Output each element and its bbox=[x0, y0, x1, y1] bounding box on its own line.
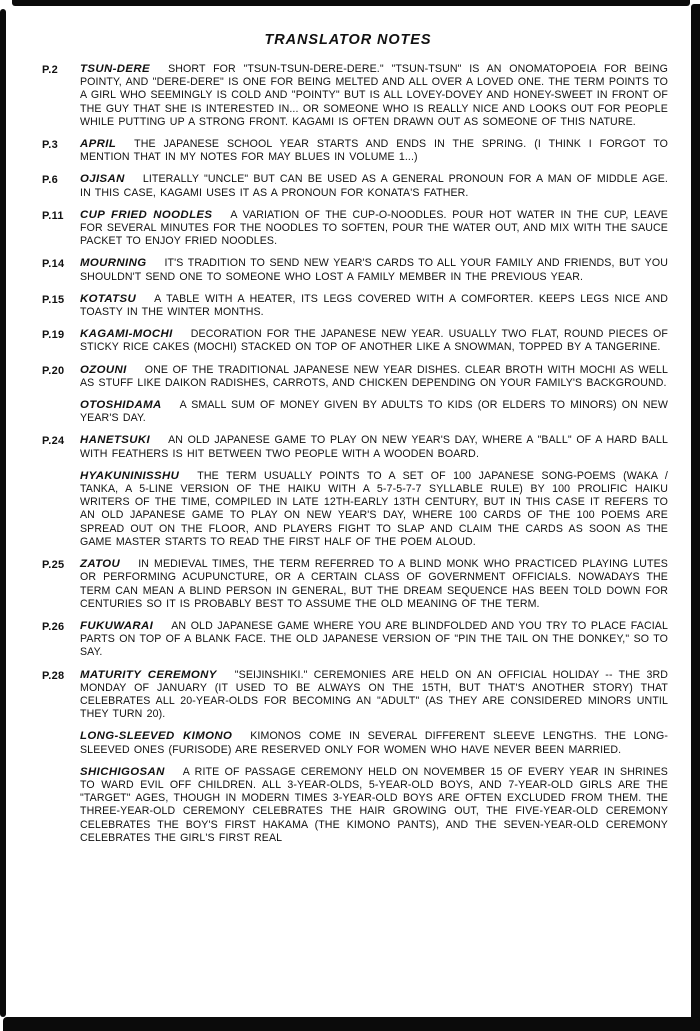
page-ref: P.11 bbox=[42, 209, 64, 222]
scan-edge-top bbox=[12, 0, 690, 6]
note-term: CUP FRIED NOODLES bbox=[80, 208, 213, 221]
note-text-block bbox=[80, 669, 668, 722]
note-body: IT'S TRADITION TO SEND NEW YEAR'S CARDS TO ALL YOUR FAMILY AND FRIENDS, BUT YOU SHOULDN'T SEND ONE TO SOMEONE WHO LOST A FAMILY MEMBER IN THE PREVIOUS YEAR. bbox=[80, 257, 668, 283]
note-entry bbox=[42, 766, 668, 845]
page-ref bbox=[42, 766, 80, 845]
note-entry bbox=[42, 293, 668, 319]
page-ref: P.26 bbox=[42, 620, 65, 633]
note-text-block bbox=[80, 620, 668, 660]
scan-edge-bottom bbox=[3, 1017, 700, 1031]
note-text-block bbox=[80, 766, 668, 845]
page-ref: P.19 bbox=[42, 329, 65, 342]
note-text-block bbox=[80, 257, 668, 283]
note-term: OJISAN bbox=[80, 173, 125, 186]
note-text-block bbox=[80, 399, 668, 425]
note-term: SHICHIGOSAN bbox=[80, 765, 165, 778]
note-entry bbox=[42, 558, 668, 611]
note-term: MOURNING bbox=[80, 257, 147, 270]
note-term: MATURITY CEREMONY bbox=[80, 668, 217, 681]
note-term: OZOUNI bbox=[80, 363, 127, 376]
note-entry bbox=[42, 620, 668, 660]
note-text-block bbox=[80, 730, 668, 756]
page-ref: P.28 bbox=[42, 669, 65, 682]
note-text-block bbox=[80, 63, 668, 129]
page-title: TRANSLATOR NOTES bbox=[264, 32, 432, 48]
page-ref: P.14 bbox=[42, 258, 65, 271]
note-entry bbox=[42, 63, 668, 129]
note-body: A VARIATION OF THE CUP-O-NOODLES. POUR HOT WATER IN THE CUP, LEAVE FOR SEVERAL MINUTES FOR THE NOODLES TO SOFTEN, POUR THE WATER OUT, AND MIX WITH THE SAUCE PACKET TO ENJOY FRIED NOODLES. bbox=[80, 208, 668, 248]
note-text-block bbox=[80, 328, 668, 354]
notes-list bbox=[12, 63, 684, 845]
note-entry bbox=[42, 328, 668, 354]
page-ref: P.15 bbox=[42, 293, 65, 306]
note-entry bbox=[42, 470, 668, 549]
note-body: SHORT FOR "TSUN-TSUN-DERE-DERE." "TSUN-TSUN" IS AN ONOMATOPOEIA FOR BEING POINTY, AND "DERE-DERE" IS ONE FOR BEING MELTED AND ALL OVER A LOVED ONE. THE TERM POINTS TO A GIRL WHO SEEMINGLY IS COLD AND "POINTY" BUT IS ALL LOVEY-DOVEY AND HONEY-SWEET IN FRONT OF THE GUY THAT SHE IS INTERESTED IN... OR SOMEONE WHO IS REALLY NICE AND LOOKS OUT FOR PEOPLE WHILE PUTTING UP A STRONG FRONT. KAGAMI IS OFTEN DRAWN OUT AS SOMEONE OF THIS NATURE. bbox=[80, 63, 668, 128]
page-ref: P.3 bbox=[42, 139, 58, 152]
note-entry bbox=[42, 669, 668, 722]
note-body: AN OLD JAPANESE GAME WHERE YOU ARE BLINDFOLDED AND YOU TRY TO PLACE FACIAL PARTS ON TOP OF A BLANK FACE. THE OLD JAPANESE VERSION OF "PIN THE TAIL ON THE DONKEY," SO TO SAY. bbox=[80, 619, 668, 659]
note-body: A RITE OF PASSAGE CEREMONY HELD ON NOVEMBER 15 OF EVERY YEAR IN SHRINES TO WARD EVIL OFF CHILDREN. ALL 3-YEAR-OLDS, 5-YEAR-OLD BOYS, AND 7-YEAR-OLD GIRLS ARE THE "TARGET" AGES, THOUGH IN MODERN TIMES 3-YEAR-OLD BOYS ARE OFTEN EXCLUDED FROM THEM. THE THREE-YEAR-OLD CEREMONY CELEBRATES THE HAIR GROWING OUT, THE FIVE-YEAR-OLD CEREMONY CELEBRATES THE BOY'S FIRST HAKAMA (THE KIMONO PANTS), AND THE SEVEN-YEAR-OLD CEREMONY CELEBRATES THE GIRL'S FIRST REAL bbox=[80, 765, 668, 844]
note-text-block bbox=[80, 293, 668, 319]
note-text-block bbox=[80, 138, 668, 164]
page-ref: P.2 bbox=[42, 64, 58, 76]
scan-edge-right bbox=[691, 4, 700, 1021]
note-body: A SMALL SUM OF MONEY GIVEN BY ADULTS TO KIDS (OR ELDERS TO MINORS) ON NEW YEAR'S DAY. bbox=[80, 399, 668, 425]
note-body: THE JAPANESE SCHOOL YEAR STARTS AND ENDS IN THE SPRING. (I THINK I FORGOT TO MENTION THAT IN MY NOTES FOR MAY BLUES IN VOLUME 1...) bbox=[80, 138, 668, 164]
note-text-block bbox=[80, 364, 668, 390]
note-body: DECORATION FOR THE JAPANESE NEW YEAR. USUALLY TWO FLAT, ROUND PIECES OF STICKY RICE CAKES (MOCHI) STACKED ON TOP OF ANOTHER LIKE A SNOWMAN, TOPPED BY A TANGERINE. bbox=[80, 328, 668, 354]
note-text-block bbox=[80, 558, 668, 611]
page-ref: P.6 bbox=[42, 174, 58, 187]
note-body: ONE OF THE TRADITIONAL JAPANESE NEW YEAR DISHES. CLEAR BROTH WITH MOCHI AS WELL AS STUFF LIKE DAIKON RADISHES, CARROTS, AND CHICKEN DEPENDING ON YOUR FAMILY'S BACKGROUND. bbox=[80, 363, 668, 389]
note-entry bbox=[42, 209, 668, 249]
page-ref: P.20 bbox=[42, 364, 65, 377]
note-term: HANETSUKI bbox=[80, 434, 151, 447]
note-body: IN MEDIEVAL TIMES, THE TERM REFERRED TO A BLIND MONK WHO PRACTICED PLAYING LUTES OR PERFORMING ACUPUNCTURE, OR A CERTAIN CLASS OF GOVERNMENT OFFICIALS. NOWADAYS THE TERM CAN MEAN A BLIND PERSON IN GENERAL, BUT THE DREAM SEQUENCE HAS BEEN TOLD DOWN FOR CENTURIES SO IT IS PROBABLY BEST TO ASSUME THE OLD MEANING OF THE TERM. bbox=[80, 558, 668, 610]
note-term: KOTATSU bbox=[80, 292, 137, 305]
note-term: FUKUWARAI bbox=[80, 619, 154, 632]
note-entry bbox=[42, 399, 668, 425]
note-entry bbox=[42, 138, 668, 164]
note-body: KIMONOS COME IN SEVERAL DIFFERENT SLEEVE LENGTHS. THE LONG-SLEEVED ONES (FURISODE) ARE RESERVED ONLY FOR WOMEN WHO HAVE NEVER BEEN MARRIED. bbox=[80, 730, 668, 756]
page-ref: P.25 bbox=[42, 559, 65, 572]
note-term: KAGAMI-MOCHI bbox=[80, 328, 173, 341]
note-term: TSUN-DERE bbox=[80, 63, 151, 75]
note-entry bbox=[42, 434, 668, 460]
page-ref bbox=[42, 470, 80, 549]
page-ref: P.24 bbox=[42, 435, 65, 448]
note-body: "SEIJINSHIKI." CEREMONIES ARE HELD ON AN OFFICIAL HOLIDAY -- THE 3RD MONDAY OF JANUARY (IT USED TO BE ALWAYS ON THE 15TH, BUT THAT'S ANOTHER STORY) THAT CELEBRATES ALL 20-YEAR-OLDS FOR BECOMING AN "ADULT" (AS THEY ARE CONSIDERED MINORS UNTIL THEY TURN 20). bbox=[80, 668, 668, 721]
note-text-block bbox=[80, 470, 668, 549]
page-ref bbox=[42, 399, 80, 425]
note-entry bbox=[42, 173, 668, 199]
note-body: AN OLD JAPANESE GAME TO PLAY ON NEW YEAR'S DAY, WHERE A "BALL" OF A HARD BALL WITH FEATHERS IS HIT BETWEEN TWO PEOPLE WITH A WOODEN BOARD. bbox=[80, 434, 668, 460]
note-text-block bbox=[80, 209, 668, 249]
note-term: ZATOU bbox=[80, 558, 121, 571]
note-body: LITERALLY "UNCLE" BUT CAN BE USED AS A GENERAL PRONOUN FOR A MAN OF MIDDLE AGE. IN THIS CASE, KAGAMI USES IT AS A PRONOUN FOR KONATA'S FATHER. bbox=[80, 173, 668, 199]
note-text-block bbox=[80, 173, 668, 199]
note-body: THE TERM USUALLY POINTS TO A SET OF 100 JAPANESE SONG-POEMS (WAKA / TANKA, A 5-LINE VERSION OF THE HAIKU WITH A 5-7-5-7-7 SYLLABLE RULE) BY 100 PROLIFIC HAIKU WRITERS OF THE TIME, COMPILED IN LATE 12TH-EARLY 13TH CENTURY, BUT IN THIS CASE IT REFERS TO AN OLD JAPANESE GAME TO PLAY ON NEW YEAR'S DAY, WHERE 100 CARDS OF THE 100 POEMS ARE SPREAD OUT ON THE FLOOR, AND PLAYERS FIGHT TO SLAP AND CLAIM THE CARDS AS SOON AS THE GAME MASTER STARTS TO READ THE FIRST HALF OF THE POEM ALOUD. bbox=[80, 469, 668, 548]
note-entry bbox=[42, 364, 668, 390]
note-term: HYAKUNINISSHU bbox=[80, 469, 180, 482]
note-text-block bbox=[80, 434, 668, 460]
scan-edge-left bbox=[0, 9, 6, 1017]
note-entry bbox=[42, 257, 668, 283]
manga-notes-page bbox=[12, 10, 684, 1015]
note-term: APRIL bbox=[80, 138, 117, 151]
note-term: LONG-SLEEVED KIMONO bbox=[80, 730, 233, 743]
note-entry bbox=[42, 730, 668, 756]
page-ref bbox=[42, 730, 80, 756]
note-term: OTOSHIDAMA bbox=[80, 399, 162, 412]
note-body: A TABLE WITH A HEATER, ITS LEGS COVERED WITH A COMFORTER. KEEPS LEGS NICE AND TOASTY IN THE WINTER MONTHS. bbox=[80, 292, 668, 319]
